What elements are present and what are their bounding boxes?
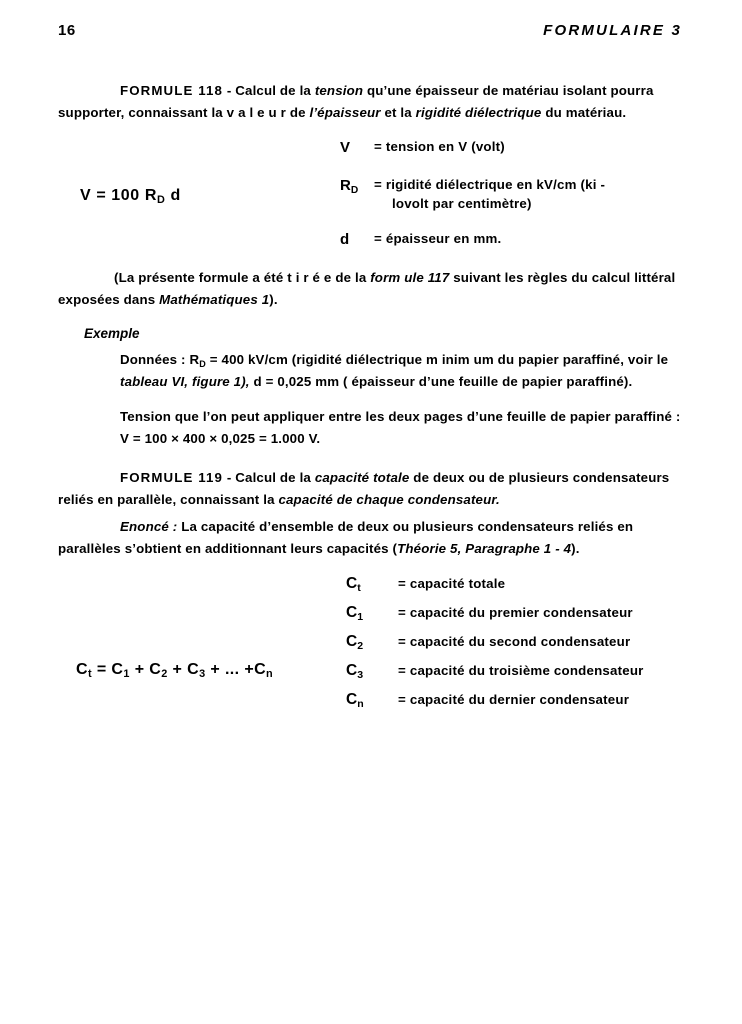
definition-text: = capacité totale [398, 576, 506, 592]
definition-symbol [340, 175, 374, 214]
definition-symbol-text: C [346, 604, 358, 622]
formule-119-enonce [58, 516, 686, 559]
formule-119-dash: - [222, 470, 236, 486]
definition-row [340, 175, 686, 214]
definition-symbol [346, 604, 398, 622]
formule-118-note-text-2: suivant les règles du calcul littéral exposées dans [58, 270, 676, 307]
definition-symbol-sub: t [357, 582, 361, 595]
formule-118-equation-tail: d [165, 187, 181, 205]
definition-text-continuation: lovolt par centimètre) [392, 196, 532, 212]
formule-118-note-text-3: ). [269, 291, 278, 307]
definition-symbol-text: R [340, 176, 351, 194]
formule-118-intro-text-1: Calcul de la [235, 83, 315, 98]
formule-118-equation-main: V = 100 R [80, 187, 158, 205]
definition-symbol [340, 137, 374, 159]
definition-symbol [340, 229, 374, 251]
formule-118-intro [58, 80, 686, 123]
formule-119-enonce-text-2: ). [571, 540, 580, 556]
definition-row [340, 137, 686, 159]
formule-118-note-text-1: (La présente formule a été t i r é e de la [114, 270, 371, 286]
exemple-donnees-text-3: d = 0,025 mm ( épaisseur d’une feuille de papier paraffiné). [249, 373, 633, 389]
formule-118-intro-italic-3: rigidité diélectrique [415, 104, 542, 120]
formule-118-label: FORMULE 118 [120, 83, 223, 98]
formule-119-intro-text-2: de deux ou de plusieurs condensateurs reliés en parallèle, connaissant la [58, 470, 670, 507]
definition-text [374, 229, 501, 251]
definition-symbol-sub: n [357, 698, 364, 711]
formule-118-intro-italic-2: l’épaisseur [309, 104, 381, 120]
definition-symbol-text: C [346, 691, 358, 709]
formule-118-intro-text-2: qu’une épaisseur de matériau isolant pourra supporter, connaissant la v a l e u r de [58, 83, 654, 120]
definition-symbol-text: C [346, 662, 358, 680]
definition-text-main: = tension en V (volt) [374, 139, 505, 155]
page-header [58, 22, 682, 39]
formule-119-equation: $C_t = C_1 + C_2 + C_3$ + ... $+C_n$ [76, 661, 274, 681]
exemple-tension: Tension que l’on peut appliquer entre les deux pages d’une feuille de papier paraffiné : V = 100 × 400 × 0,025 = 1.000 V. [120, 409, 681, 446]
definition-symbol-text: d [340, 231, 350, 249]
definition-row [346, 604, 686, 622]
definition-symbol-sub: 2 [357, 640, 364, 653]
definition-symbol [346, 575, 398, 593]
formule-119-enonce-text-1: La capacité d’ensemble de deux ou plusieurs condensateurs reliés en parallèles s’obtient en additionnant leurs capacités ( [58, 519, 634, 556]
definition-text [374, 137, 505, 159]
definition-text: = capacité du second condensateur [398, 634, 631, 650]
page-number: 16 [58, 22, 76, 39]
formule-119-intro-italic-1: capacité totale [314, 470, 410, 486]
definition-row [340, 229, 686, 251]
formule-118-note [58, 267, 686, 310]
definition-text-main: = rigidité diélectrique en kV/cm (ki - [374, 176, 606, 192]
formule-118-note-italic-2: Mathématiques 1 [159, 291, 270, 307]
definition-symbol-text: C [346, 575, 358, 593]
exemple-donnees [120, 349, 686, 392]
formule-118-definitions [340, 137, 686, 251]
definition-text-main: = épaisseur en mm. [374, 231, 502, 247]
formule-118-note-italic-1: form ule 117 [370, 270, 450, 286]
definition-row [346, 691, 686, 709]
formule-119-intro-text-1: Calcul de la [235, 470, 315, 486]
page-body [58, 80, 686, 751]
definition-symbol-sub: 3 [357, 669, 364, 682]
formule-119-equation-block [58, 575, 686, 751]
definition-row [346, 662, 686, 680]
formule-118-equation-subscript: D [157, 194, 166, 207]
formule-118-intro-text-3: et la [380, 104, 416, 120]
formule-119-definitions [346, 575, 686, 709]
definition-symbol-sub: 1 [357, 611, 364, 624]
definition-text [374, 175, 605, 214]
definition-row [346, 575, 686, 593]
definition-symbol-sub: D [350, 184, 359, 196]
formule-119-intro-italic-2: capacité de chaque condensateur. [278, 491, 500, 507]
definition-text: = capacité du troisième condensateur [398, 663, 644, 679]
running-head-title: FORMULAIRE 3 [543, 22, 682, 39]
definition-text: = capacité du premier condensateur [398, 605, 633, 621]
exemple-heading: Exemple [84, 326, 140, 342]
formule-119-label: FORMULE 119 [120, 470, 223, 486]
definition-symbol [346, 662, 398, 680]
definition-symbol [346, 633, 398, 651]
definition-text: = capacité du dernier condensateur [398, 692, 630, 708]
formule-118-intro-italic-1: tension [314, 83, 364, 98]
formule-118-dash: - [222, 83, 236, 98]
exemple-donnees-italic: tableau VI, figure 1), [120, 373, 250, 389]
formule-118-equation [80, 187, 181, 205]
definition-symbol-text: C [346, 633, 358, 651]
formule-119-enonce-label: Enoncé : [120, 519, 178, 535]
exemple-donnees-sub: D [199, 358, 206, 369]
formule-118-equation-block [58, 137, 686, 257]
definition-symbol-text: V [340, 139, 351, 157]
exemple-donnees-text-1: Données : R [120, 352, 200, 368]
definition-row [346, 633, 686, 651]
formule-118-intro-text-4: du matériau. [541, 104, 627, 120]
exemple-donnees-text-2: = 400 kV/cm (rigidité diélectrique m inim um du papier paraffiné, voir le [205, 352, 669, 368]
formule-119-enonce-italic: Théorie 5, Paragraphe 1 - 4 [397, 540, 572, 556]
formule-119-intro [58, 467, 686, 510]
definition-symbol [346, 691, 398, 709]
